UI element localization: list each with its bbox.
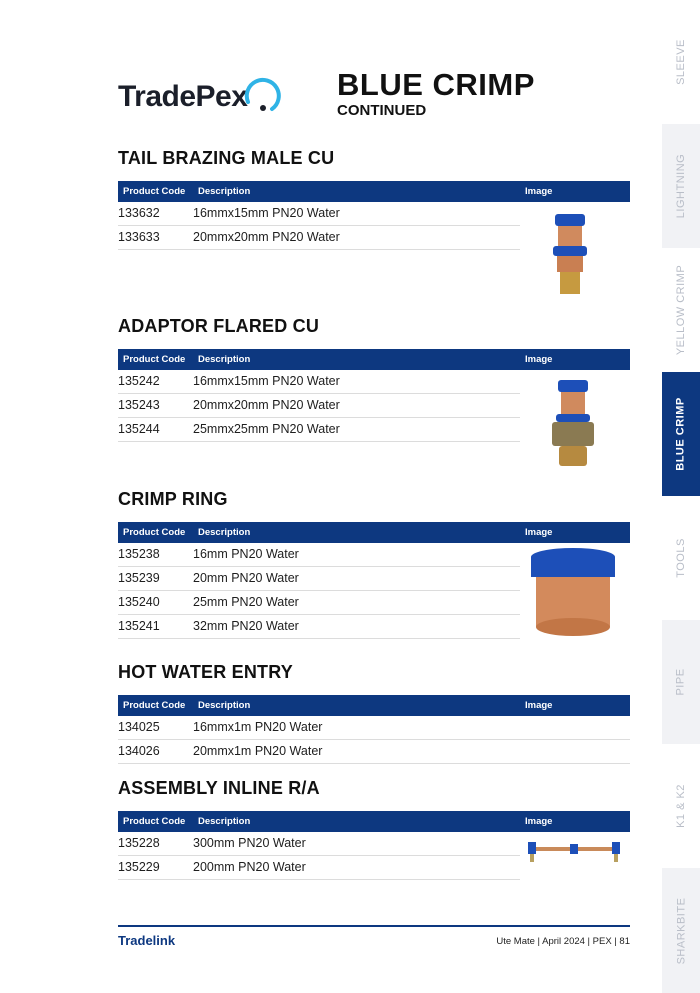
page-subtitle: CONTINUED [337,102,427,119]
tab-lightning[interactable]: LIGHTNING [662,124,700,248]
crimp-ring-product-image [526,545,621,640]
adaptor-flared-product-image [540,376,605,471]
tab-yellow-crimp[interactable]: YELLOW CRIMP [675,264,688,356]
tab-k1-k2[interactable]: K1 & K2 [675,784,688,828]
table-row: 133633 20mmx20mm PN20 Water [118,226,520,250]
table-row: 135241 32mm PN20 Water [118,615,520,639]
table-row: 134026 20mmx1m PN20 Water [118,740,630,764]
section-title: CRIMP RING [118,489,228,509]
footer-page-info: Ute Mate | April 2024 | PEX | 81 [496,936,630,947]
tab-sharkbite[interactable]: SHARKBITE [662,868,700,993]
table-row: 135238 16mm PN20 Water [118,543,520,567]
table-header: Product Code Description Image [118,522,630,543]
section-title: HOT WATER ENTRY [118,662,293,682]
section-title: ASSEMBLY INLINE R/A [118,778,320,798]
table-row: 134025 16mmx1m PN20 Water [118,716,630,740]
table-row: 133632 16mmx15mm PN20 Water [118,202,520,226]
table-row: 135228 300mm PN20 Water [118,832,520,856]
table-header: Product Code Description Image [118,811,630,832]
footer-rule [118,925,630,927]
tradepex-logo [118,74,278,124]
table-row: 135244 25mmx25mm PN20 Water [118,418,520,442]
tab-blue-crimp[interactable]: BLUE CRIMP [662,372,700,496]
tradelink-logo: Tradelink [118,933,176,948]
page-title: BLUE CRIMP [337,67,535,102]
tab-sleeve[interactable]: SLEEVE [675,39,687,85]
section-title: ADAPTOR FLARED CU [118,316,320,336]
section-title: TAIL BRAZING MALE CU [118,148,335,168]
assembly-inline-product-image [526,838,622,864]
table-row: 135239 20mm PN20 Water [118,567,520,591]
table-header: Product Code Description Image [118,695,630,716]
table-header: Product Code Description Image [118,349,630,370]
tab-tools[interactable]: TOOLS [675,538,687,578]
table-header: Product Code Description Image [118,181,630,202]
table-row: 135240 25mm PN20 Water [118,591,520,615]
table-row: 135229 200mm PN20 Water [118,856,520,880]
logo-wordmark: TradePex [118,80,248,113]
section-assembly-inline [118,778,630,880]
side-tab-nav [662,0,700,993]
tail-brazing-product-image [540,208,600,298]
tab-pipe[interactable]: PIPE [662,620,700,744]
table-row: 135243 20mmx20mm PN20 Water [118,394,520,418]
logo-ring-icon [242,74,282,114]
table-row: 135242 16mmx15mm PN20 Water [118,370,520,394]
section-hot-water-entry [118,662,630,764]
